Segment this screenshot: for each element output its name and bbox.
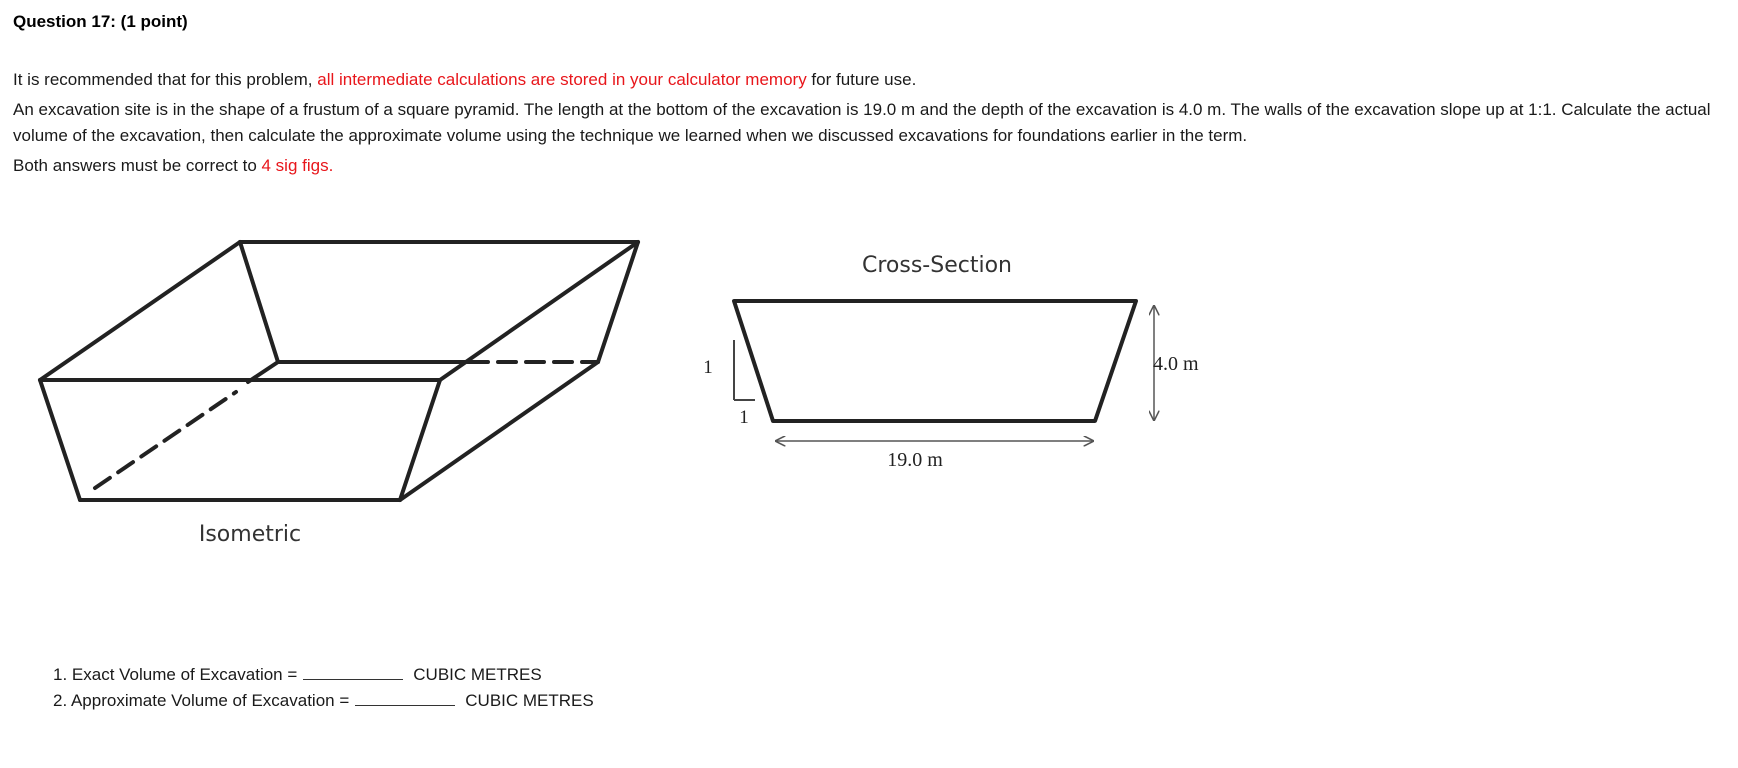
cross-section-trapezoid [734, 301, 1136, 421]
answer-unit-exact: CUBIC METRES [413, 665, 542, 684]
answer-unit-approximate: CUBIC METRES [465, 691, 594, 710]
slope-run-label: 1 [739, 407, 749, 428]
question-title: Question 17: (1 point) [13, 12, 188, 31]
answer-row-approximate [53, 688, 594, 714]
answer-blank-approximate[interactable] [355, 689, 455, 706]
requirement-line [13, 153, 1713, 179]
problem-statement: An excavation site is in the shape of a frustum of a square pyramid. The length at the bottom of the excavation is 19.0 m and the depth of the excavation is 4.0 m. The walls of the excavation slope up at 1:1. Calculate the actual volume of the excavation, then calculate the approximate volume using the technique we learned when we discussed excavations for foundations earlier in the term. [13, 100, 1711, 145]
intro-highlight: all intermediate calculations are stored in your calculator memory [317, 70, 807, 89]
cross-section-title: Cross-Section [862, 253, 1012, 278]
requirement-prefix: Both answers must be correct to [13, 156, 262, 175]
answer-row-exact [53, 662, 594, 688]
excavation-figure [0, 230, 1738, 560]
intro-prefix: It is recommended that for this problem, [13, 70, 318, 89]
answer-label-approximate: 2. Approximate Volume of Excavation = [53, 691, 350, 710]
answer-section [53, 662, 594, 714]
slope-indicator [734, 340, 755, 400]
bottom-length-label: 19.0 m [887, 449, 943, 471]
intro-suffix: for future use. [806, 70, 917, 89]
intro-paragraph [13, 67, 1733, 93]
isometric-label: Isometric [198, 522, 302, 547]
answer-label-exact: 1. Exact Volume of Excavation = [53, 665, 298, 684]
answer-blank-exact[interactable] [303, 663, 403, 680]
requirement-highlight: 4 sig figs. [261, 156, 334, 175]
isometric-drawing [40, 242, 638, 500]
depth-label: 4.0 m [1153, 353, 1199, 375]
slope-rise-label: 1 [703, 357, 713, 378]
